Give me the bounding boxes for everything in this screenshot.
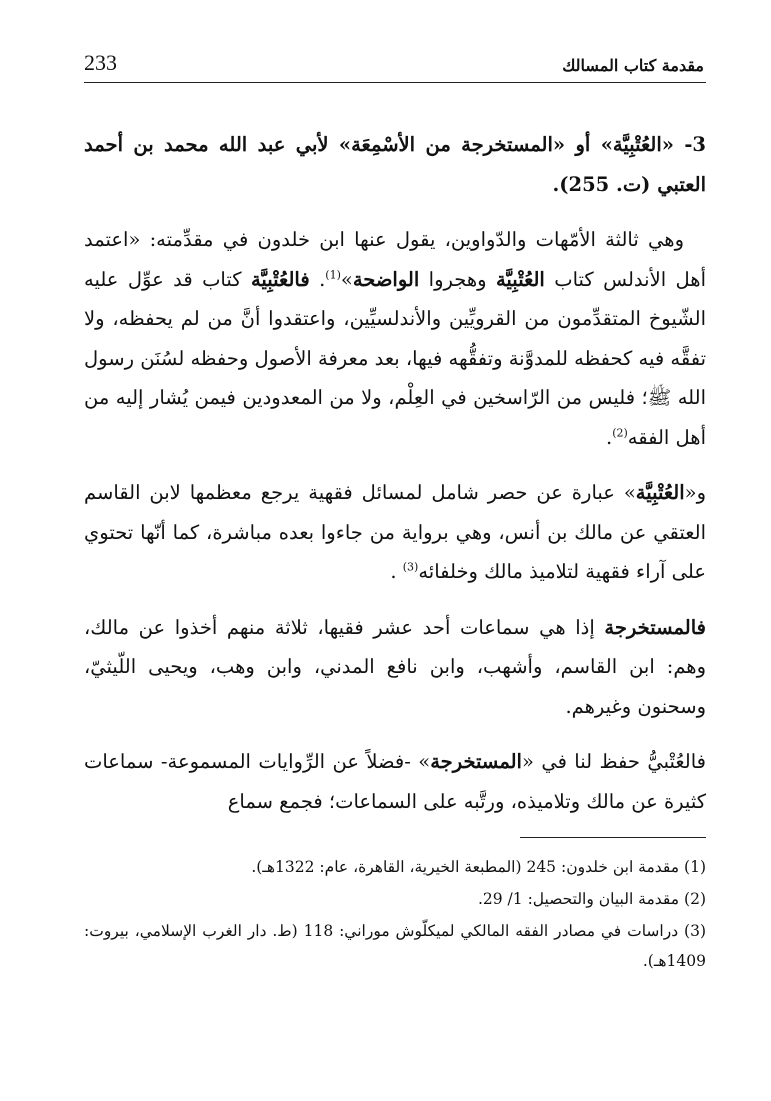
paragraph-mustakhraja-samaat [84,608,706,727]
text-run: » عبارة عن حصر شامل لمسائل فقهية يرجع معظمها لابن القاسم العتقي عن مالك بن أنس، وهي برواية من جاءوا بعده مباشرة، كما أنّها تحتوي على آراء فقهية لتلاميذ مالك وخلفائه [84,481,706,583]
page-number: 233 [84,50,117,75]
footnotes [84,852,706,976]
footnote-3: (3) دراسات في مصادر الفقه المالكي لميكلّوش موراني: 118 (ط. دار الغرب الإسلامي، بيروت: 1409هـ). [84,922,706,970]
bold-term: فالعُتْبِيَّة [250,267,310,291]
main-text [84,125,706,821]
paragraph-utbi-preserved [84,742,706,821]
running-header-title: مقدمة كتاب المسالك [562,56,704,75]
footnote-ref: (2) [612,426,628,439]
bold-term: 3- «العُتْبِيَّة» أو «المستخرجة من الأسْمِعَة» لأبي عبد الله محمد بن أحمد العتبي (ت. 255). [84,133,706,196]
text-run: . [605,425,613,449]
footnote-separator [520,837,706,838]
text-run: » [340,267,353,291]
text-run: . [309,267,326,291]
running-header [84,48,706,83]
text-run: إذا هي سماعات أحد عشر فقيها، ثلاثة منهم أخذوا عن مالك، وهم: ابن القاسم، وأشهب، وابن نافع المدني، وابن وهب، ويحيى اللّيثيّ، وسحنون وغيرهم. [84,615,706,718]
footnote-2: (2) مقدمة البيان والتحصيل: 1/ 29. [477,890,706,908]
bold-term: فالمستخرجة [604,615,706,639]
text-run: . [390,560,403,583]
document-page [84,48,706,1068]
footnote-ref: (3) [402,560,419,574]
text-run: وهجروا [419,267,496,291]
bold-term: المستخرجة [430,750,522,773]
text-run: فالعُتْبيُّ حفظ لنا في « [521,750,706,773]
paragraph-ibn-khaldun-quote [84,220,706,457]
text-run: و« [684,481,706,504]
bold-term: الواضحة [352,267,420,291]
text-run: » -فضلاً عن الرِّوايات المسموعة- سماعات كثيرة عن مالك وتلاميذه، ورتَّبه على السماعات؛ فجمع سماع [84,750,706,813]
paragraph-heading-utbiyya [84,125,706,204]
text-run: كتاب قد عوِّل عليه الشّيوخ المتقدِّمون من القرويِّين والأندلسيِّين، واعتقدوا أنَّ من لم يحفظه، ولا تفقَّه فيه كحفظه للمدوَّنة وتفقُّهه فيها، بعد معرفة الأصول وحفظه لسُنَن رسول الله ﷺ؛ فليس من الرّاسخين في العِلْم، ولا من المعدودين فيمن يُشار إليه من أهل الفقه [84,267,706,449]
footnote-1: (1) مقدمة ابن خلدون: 245 (المطبعة الخيرية، القاهرة، عام: 1322هـ). [251,858,706,876]
text-run: وهي ثالثة الأمّهات والدّواوين، يقول عنها ابن خلدون في مقدِّمته: «اعتمد أهل الأندلس كتاب [84,228,706,291]
bold-term: العُتْبِيَّة [635,481,685,504]
bold-term: العُتْبِيَّة [495,267,545,291]
paragraph-utbiyya-description [84,473,706,592]
footnote-ref: (1) [325,268,341,281]
